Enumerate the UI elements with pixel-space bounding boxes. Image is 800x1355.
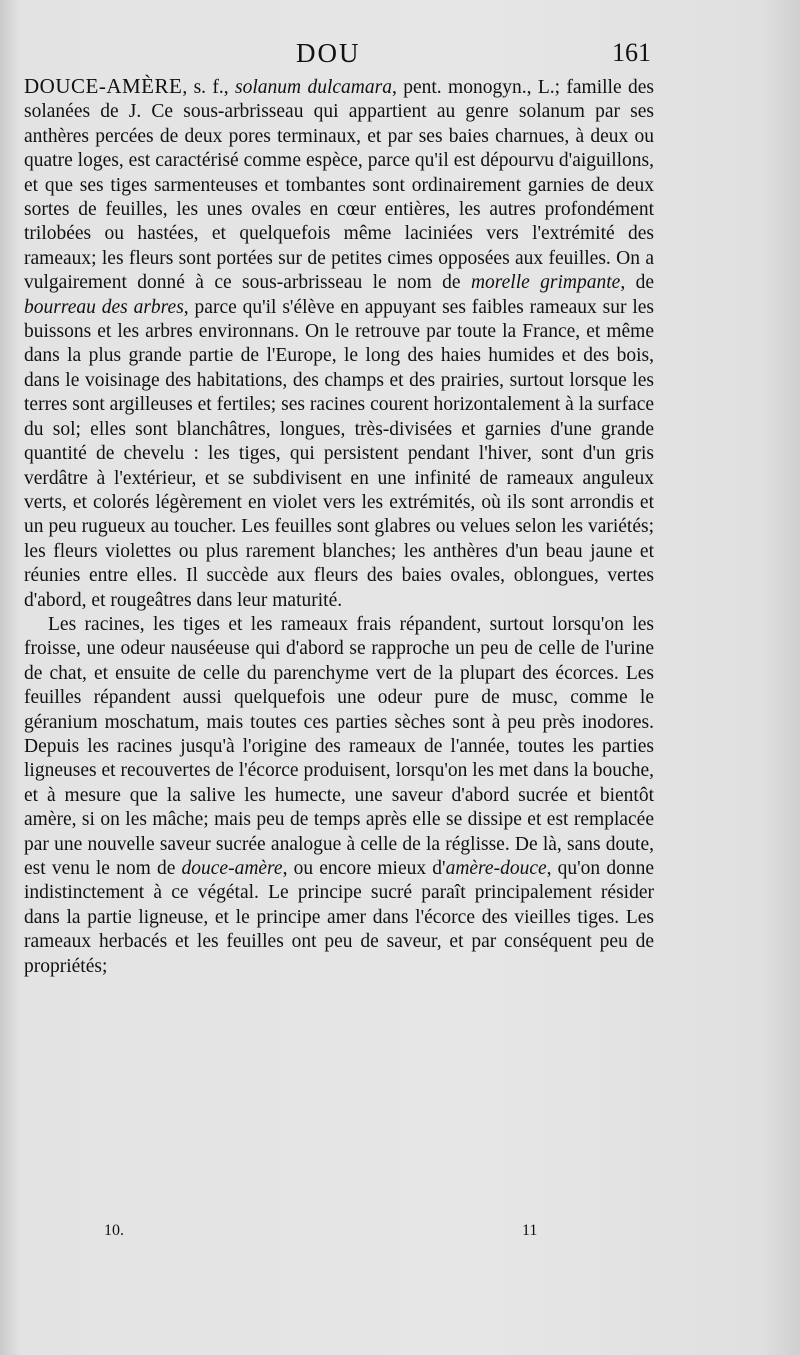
running-head: DOU [296,38,361,68]
name-douce-amere: douce-amère [181,858,283,879]
paragraph-1-text-d: , parce qu'il s'élève en appuyant ses faibles rameaux sur les buissons et les arbres environnans. On le retrouve par toute la France, et même dans la plus grande partie de l'Europe, le long des haies humides et des bois, dans le voisinage des habitations, des champs et des prairies, surtout lorsque les terres sont argilleuses et fertiles; ses racines courent horizontalement à la surface du sol; elles sont blanchâtres, longues, très-divisées et garnies d'une grande quantité de chevelu : les tiges, qui persistent pendant l'hiver, sont d'un gris verdâtre à l'extérieur, et se subdivisent en une infinité de rameaux anguleux verts, et colorés légèrement en violet vers les extrémités, où ils sont arrondis et un peu rugueux au toucher. Les feuilles sont glabres ou velues selon les variétés; les fleurs violettes ou plus rarement blanches; les anthères d'un beau jaune et réunies entre elles. Il succède aux fleurs des baies ovales, oblongues, vertes d'abord, et rougeâtres dans leur maturité. [24,296,654,611]
page-header [0,38,800,74]
paragraph-2-text-a: Les racines, les tiges et les rameaux frais répandent, surtout lorsqu'on les froisse, une odeur nauséeuse qui d'abord se rapproche un peu de celle de l'urine de chat, et ensuite de celle du parenchyme vert de la plupart des écorces. Les feuilles répandent aussi quelquefois une odeur pure de musc, comme le géranium moschatum, mais toutes ces parties sèches sont à peu près inodores. Depuis les racines jusqu'à l'origine des rameaux de l'année, toutes les parties ligneuses et recouvertes de l'écorce produisent, lorsqu'on les met dans la bouche, et à mesure que la salive les humecte, une saveur d'abord sucrée et bientôt amère, si on les mâche; mais peu de temps après elle se dissipe et est remplacée par une nouvelle saveur sucrée analogue à celle de la réglisse. De là, sans doute, est venu le nom de [24,613,654,879]
body-text [24,74,654,979]
paragraph-2-text-b: , ou encore mieux d' [282,858,446,879]
common-name-2: bourreau des arbres [24,296,184,318]
page-footer [0,1222,800,1252]
paragraph-1 [24,74,654,613]
latin-name: solanum dulcamara [235,77,392,98]
name-amere-douce: amère-douce [445,858,547,879]
signature-mark-right: 11 [522,1222,538,1239]
common-name-1: morelle grimpante [470,272,621,294]
paragraph-1-text-a: , s. f., [182,77,236,98]
signature-mark-left: 10. [104,1222,124,1239]
paragraph-2 [24,613,654,979]
paragraph-1-text-c: , de [620,272,654,294]
page-number: 161 [612,38,651,67]
entry-headword: DOUCE-AMÈRE [24,74,183,98]
paragraph-2-text-c: , qu'on donne indistinctement à ce végétal. Le principe sucré paraît principalement résider dans la partie ligneuse, et le principe amer dans l'écorce des vieilles tiges. Les rameaux herbacés et les feuilles ont peu de saveur, et par conséquent peu de propriétés; [24,858,654,977]
paragraph-1-text-b: , pent. monogyn., L.; famille des solanées de J. Ce sous-arbrisseau qui appartient au genre solanum par ses anthères percées de deux pores terminaux, et par ses baies charnues, à deux ou quatre loges, est caractérisé comme espèce, parce qu'il est dépourvu d'aiguillons, et que ses tiges sarmenteuses et tombantes sont ordinairement garnies de deux sortes de feuilles, les unes ovales en cœur entières, les autres profondément trilobées ou hastées, et quelquefois même laciniées vers l'extrémité des rameaux; les fleurs sont portées sur de petites cimes opposées aux feuilles. On a vulgairement donné à ce sous-arbrisseau le nom de [24,77,654,294]
